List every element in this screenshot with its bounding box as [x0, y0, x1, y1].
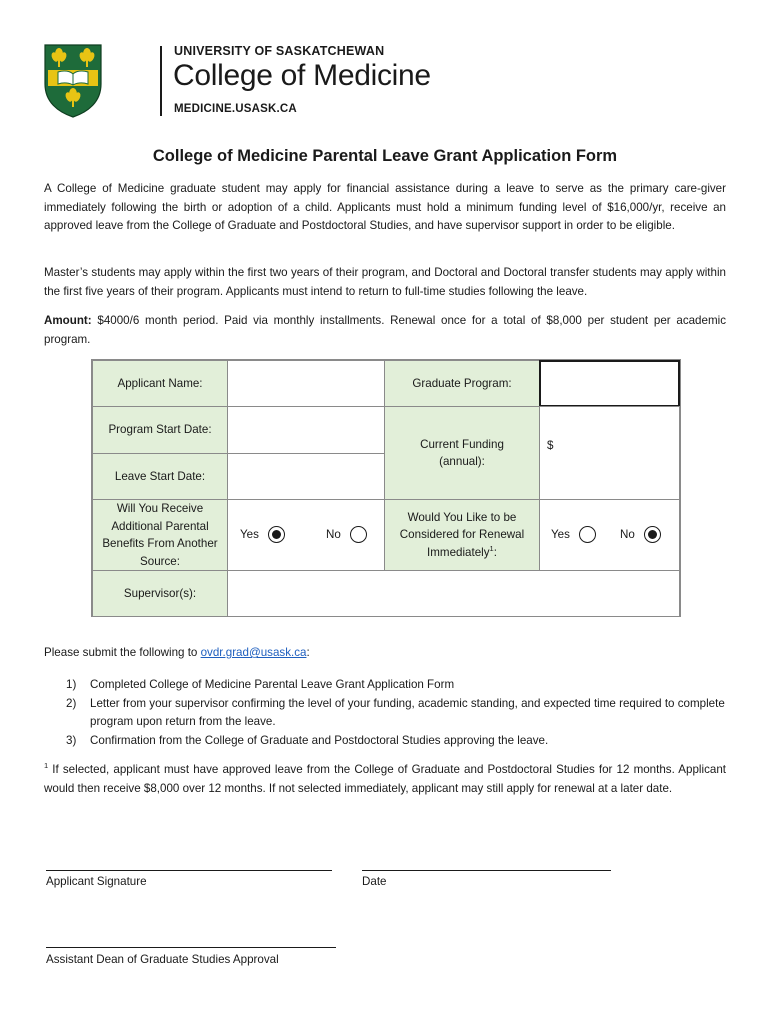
- program-start-label-cell: [92, 406, 228, 454]
- list-item-number: 3): [66, 733, 77, 747]
- program-start-label: Program Start Date:: [108, 423, 212, 437]
- supervisor-label: Supervisor(s):: [123, 586, 197, 600]
- renewal-yes-label: Yes: [551, 528, 570, 541]
- list-item-number: 2): [66, 696, 77, 710]
- submission-intro-suffix: :: [306, 646, 310, 659]
- list-item: [66, 676, 726, 695]
- renewal-footnote-mark: 1: [489, 543, 494, 553]
- date-label: Date: [362, 875, 387, 888]
- list-item-text: Confirmation from the College of Graduate and Postdoctoral Studies approving the leave.: [90, 733, 549, 747]
- amount-paragraph: [44, 312, 726, 349]
- approval-signature-line[interactable]: [46, 947, 336, 948]
- renewal-no-label: No: [620, 528, 635, 541]
- benefits-yes-label: Yes: [240, 528, 259, 541]
- footnote-text: If selected, applicant must have approved leave from the College of Graduate and Postdoctoral Studies for 12 months. Applicant would then receive $8,000 over 12 months. If not selected immediately, applicant may still apply for renewal at a later date.: [44, 763, 726, 795]
- application-form-table: [91, 359, 681, 617]
- benefits-no-label: No: [326, 528, 341, 541]
- intro-paragraph: A College of Medicine graduate student may apply for financial assistance during a leave to serve as the primary care-giver immediately following the birth or adoption of a child. Applicants must hold a minimum funding level of $16,000/yr, receive an approved leave from the College of Graduate and Postdoctoral Studies, and have supervisor support in order to be eligible.: [44, 182, 726, 232]
- page-header: [44, 42, 464, 122]
- university-crest-icon: [44, 44, 102, 118]
- leave-start-label: Leave Start Date:: [114, 469, 206, 483]
- renewal-no-radio[interactable]: [644, 526, 661, 543]
- current-funding-label: Current Funding (annual):: [420, 437, 504, 468]
- list-item: [66, 695, 726, 732]
- graduate-program-label: Graduate Program:: [412, 376, 512, 390]
- footnote: [44, 761, 726, 798]
- benefits-no-option[interactable]: [326, 526, 367, 544]
- list-item-text: Completed College of Medicine Parental Leave Grant Application Form: [90, 678, 455, 691]
- applicant-signature-label: Applicant Signature: [46, 875, 147, 888]
- renewal-no-option[interactable]: [620, 526, 661, 544]
- applicant-name-label: Applicant Name:: [117, 376, 203, 390]
- applicant-name-field[interactable]: [227, 360, 385, 407]
- renewal-yes-option[interactable]: [551, 526, 596, 544]
- college-name: College of Medicine: [173, 59, 431, 92]
- graduate-program-field[interactable]: [539, 360, 680, 407]
- current-funding-label-cell: [384, 406, 540, 500]
- graduate-program-label-cell: [384, 360, 540, 407]
- renewal-label: [389, 509, 535, 562]
- list-item: [66, 732, 726, 751]
- supervisor-label-cell: [92, 570, 228, 617]
- list-item-text: Letter from your supervisor confirming the level of your funding, academic standing, and expected time required to complete program upon return from the leave.: [90, 696, 725, 728]
- radio-selected-dot: [272, 530, 281, 539]
- additional-benefits-options: [227, 499, 385, 571]
- approval-signature-label: Assistant Dean of Graduate Studies Approval: [46, 953, 279, 966]
- applicant-signature-line[interactable]: [46, 870, 332, 871]
- leave-start-field[interactable]: [227, 453, 385, 500]
- university-name: UNIVERSITY OF SASKATCHEWAN: [174, 44, 385, 58]
- additional-benefits-label-cell: [92, 499, 228, 571]
- applicant-name-label-cell: [92, 360, 228, 407]
- benefits-yes-option[interactable]: [240, 526, 285, 544]
- amount-text: $4000/6 month period. Paid via monthly installments. Renewal once for a total of $8,000 per student per academic program.: [44, 314, 726, 346]
- currency-prefix: $: [547, 439, 554, 452]
- renewal-label-cell: [384, 499, 540, 571]
- amount-label: Amount:: [44, 314, 92, 327]
- eligibility-paragraph: Master’s students may apply within the first two years of their program, and Doctoral and Doctoral transfer students may apply within the first five years of their program. Applicants must intend to return to full-time studies following the leave.: [44, 266, 726, 298]
- benefits-no-radio[interactable]: [350, 526, 367, 543]
- email-link[interactable]: ovdr.grad@usask.ca: [200, 646, 307, 659]
- renewal-label-suffix: :: [493, 545, 497, 559]
- submission-intro-text: Please submit the following to: [44, 646, 201, 659]
- additional-benefits-label: Will You Receive Additional Parental Benefits From Another Source:: [102, 502, 218, 568]
- submission-intro: [44, 646, 310, 659]
- college-url[interactable]: MEDICINE.USASK.CA: [174, 103, 297, 115]
- list-item-number: 1): [66, 678, 77, 691]
- renewal-options: [539, 499, 680, 571]
- page-title: College of Medicine Parental Leave Grant Application Form: [152, 147, 618, 165]
- date-line[interactable]: [362, 870, 611, 871]
- header-divider: [160, 46, 162, 116]
- submission-list: [66, 676, 726, 750]
- renewal-label-text: Would You Like to be Considered for Renewal Immediately: [399, 510, 525, 559]
- leave-start-label-cell: [92, 453, 228, 500]
- benefits-yes-radio[interactable]: [268, 526, 285, 543]
- renewal-yes-radio[interactable]: [579, 526, 596, 543]
- current-funding-field[interactable]: [539, 406, 680, 500]
- radio-selected-dot: [648, 530, 657, 539]
- supervisor-field[interactable]: [227, 570, 680, 617]
- footnote-mark: 1: [44, 761, 49, 771]
- program-start-field[interactable]: [227, 406, 385, 454]
